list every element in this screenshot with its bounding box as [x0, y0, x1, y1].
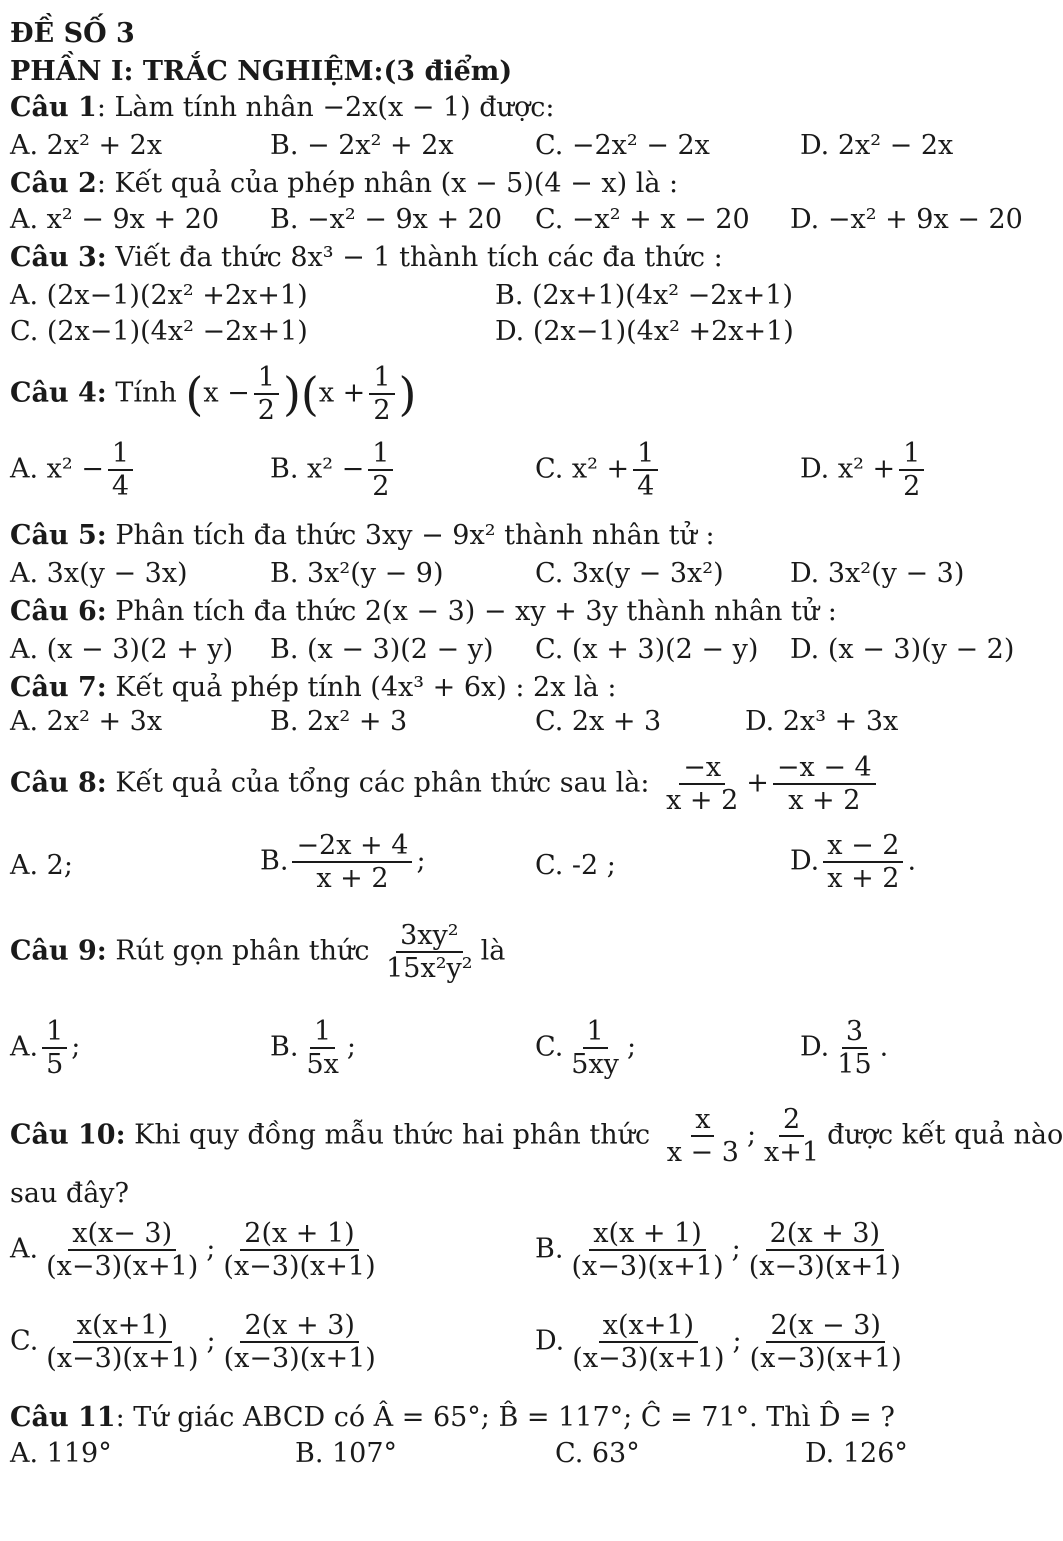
q1-option-a[interactable]: A. 2x² + 2x: [10, 130, 163, 161]
question-4-label: Câu 4:: [10, 377, 107, 409]
q5-option-a[interactable]: A. 3x(y − 3x): [10, 558, 188, 589]
q3-option-a[interactable]: A. (2x−1)(2x² +2x+1): [10, 280, 308, 311]
question-6: [10, 596, 837, 627]
question-7: [10, 672, 616, 703]
question-6-label: Câu 6:: [10, 596, 107, 627]
q4-expr-left: x −: [203, 377, 250, 409]
question-8-text: Kết quả của tổng các phân thức sau là:: [106, 767, 650, 799]
q1-option-d[interactable]: D. 2x² − 2x: [800, 130, 954, 161]
q11-option-b[interactable]: B. 107°: [295, 1438, 398, 1469]
question-11: [10, 1402, 895, 1433]
q3-option-c[interactable]: C. (2x−1)(4x² −2x+1): [10, 316, 308, 347]
q4-option-c[interactable]: C. x² + $\frac{1}{4}$: [535, 438, 662, 502]
q3-option-b[interactable]: B. (2x+1)(4x² −2x+1): [495, 280, 793, 311]
q7-option-d[interactable]: D. 2x³ + 3x: [745, 706, 899, 737]
q6-option-c[interactable]: C. (x + 3)(2 − y): [535, 634, 759, 665]
q2-option-c[interactable]: C. −x² + x − 20: [535, 204, 750, 235]
q5-option-b[interactable]: B. 3x²(y − 9): [270, 558, 444, 589]
q9-fraction: $\frac{\text{3xy²}}{\text{15x²y²}}$: [386, 920, 473, 985]
question-4: Câu 4: Tính (x − $\frac{1}{2}$ )(x + $\frac{1}{2}$ ): [10, 362, 417, 427]
question-8-label: Câu 8:: [10, 767, 107, 799]
q11-option-c[interactable]: C. 63°: [555, 1438, 640, 1469]
question-11-text: : Tứ giác ABCD có Â = 65°; B̂ = 117°; Ĉ = 71°. Thì D̂ = ?: [115, 1402, 895, 1433]
q6-option-b[interactable]: B. (x − 3)(2 − y): [270, 634, 494, 665]
question-8: Câu 8: Kết quả của tổng các phân thức sau là: $\frac{-x}{x + 2}$ + $\frac{-x - 4}{x + 2}$: [10, 752, 880, 816]
question-10-label: Câu 10:: [10, 1119, 126, 1151]
q8-option-c[interactable]: C. -2 ;: [535, 850, 616, 881]
q2-option-d[interactable]: D. −x² + 9x − 20: [790, 204, 1023, 235]
q10-option-c[interactable]: C. $\frac{x(x+1)}{(x-3)(x+1)}$ ; $\frac{2(x + 3)}{(x-3)(x+1)}$: [10, 1310, 376, 1375]
q2-option-b[interactable]: B. −x² − 9x + 20: [270, 204, 503, 235]
question-1-text: : Làm tính nhân −2x(x − 1) được:: [96, 92, 555, 123]
q9-option-c[interactable]: C. $\frac{1}{5xy}$ ;: [535, 1016, 637, 1081]
question-10: Câu 10: Khi quy đồng mẫu thức hai phân thức $\frac{x}{x - 3}$ ; $\frac{2}{x+1}$ được kết quả nào: [10, 1104, 1063, 1169]
question-10-line-2: sau đây?: [10, 1178, 130, 1209]
q10-option-a[interactable]: A. $\frac{x(x- 3)}{(x-3)(x+1)}$ ; $\frac{2(x + 1)}{(x-3)(x+1)}$: [10, 1218, 376, 1283]
q7-option-b[interactable]: B. 2x² + 3: [270, 706, 408, 737]
q9-option-d[interactable]: D. $\frac{3}{15}$ .: [800, 1016, 889, 1081]
q4-half-fraction-2: $\frac{1}{2}$: [369, 362, 394, 426]
q6-option-d[interactable]: D. (x − 3)(y − 2): [790, 634, 1015, 665]
question-1-label: Câu 1: [10, 92, 97, 123]
q8-option-d[interactable]: D. $\frac{x - 2}{x + 2}$ .: [790, 830, 917, 895]
q10-fraction-1: $\frac{x}{x - 3}$: [666, 1104, 739, 1169]
question-2: [10, 168, 678, 199]
question-9-label: Câu 9:: [10, 935, 107, 967]
section-title: PHẦN I: TRẮC NGHIỆM:(3 điểm): [10, 56, 513, 87]
q8-fraction-1: $\frac{-x}{x + 2}$: [666, 752, 739, 817]
question-4-text: Tính: [106, 377, 177, 409]
q5-option-c[interactable]: C. 3x(y − 3x²): [535, 558, 724, 589]
question-2-label: Câu 2: [10, 168, 97, 199]
q8-option-b[interactable]: B. $\frac{-2x + 4}{x + 2}$ ;: [260, 830, 426, 895]
q2-option-a[interactable]: A. x² − 9x + 20: [10, 204, 220, 235]
question-7-label: Câu 7:: [10, 672, 107, 703]
q1-option-b[interactable]: B. − 2x² + 2x: [270, 130, 454, 161]
q5-option-d[interactable]: D. 3x²(y − 3): [790, 558, 965, 589]
question-2-text: : Kết quả của phép nhân (x − 5)(4 − x) là :: [96, 168, 679, 199]
question-6-text: Phân tích đa thức 2(x − 3) − xy + 3y thành nhân tử :: [106, 596, 837, 627]
q4-half-fraction-1: $\frac{1}{2}$: [254, 362, 279, 426]
q4-expr-right: x +: [318, 377, 366, 409]
question-9-text: Rút gọn phân thức: [106, 935, 370, 967]
q4-option-b[interactable]: B. x² − $\frac{1}{2}$: [270, 438, 397, 502]
q9-option-b[interactable]: B. $\frac{1}{5x}$ ;: [270, 1016, 356, 1081]
q6-option-a[interactable]: A. (x − 3)(2 + y): [10, 634, 234, 665]
question-11-label: Câu 11: [10, 1402, 116, 1433]
q9-option-a[interactable]: A. $\frac{1}{5}$ ;: [10, 1016, 81, 1081]
q11-option-d[interactable]: D. 126°: [805, 1438, 908, 1469]
q10-fraction-2: $\frac{2}{x+1}$: [764, 1104, 820, 1169]
q8-fraction-2: $\frac{-x - 4}{x + 2}$: [773, 752, 876, 816]
q10-option-b[interactable]: B. $\frac{x(x + 1)}{(x-3)(x+1)}$ ; $\frac{2(x + 3)}{(x-3)(x+1)}$: [535, 1218, 901, 1283]
q3-option-d[interactable]: D. (2x−1)(4x² +2x+1): [495, 316, 794, 347]
q11-option-a[interactable]: A. 119°: [10, 1438, 112, 1469]
q7-option-c[interactable]: C. 2x + 3: [535, 706, 662, 737]
q10-option-d[interactable]: D. $\frac{x(x+1)}{(x-3)(x+1)}$ ; $\frac{2(x - 3)}{(x-3)(x+1)}$: [535, 1310, 902, 1375]
question-1: [10, 92, 554, 123]
q4-option-d[interactable]: D. x² + $\frac{1}{2}$: [800, 438, 928, 502]
exam-title: ĐỀ SỐ 3: [10, 18, 135, 49]
question-5-label: Câu 5:: [10, 520, 107, 551]
question-7-text: Kết quả phép tính (4x³ + 6x) : 2x là :: [106, 672, 617, 703]
question-3-label: Câu 3:: [10, 242, 107, 273]
q7-option-a[interactable]: A. 2x² + 3x: [10, 706, 163, 737]
q4-option-a[interactable]: A. x² − $\frac{1}{4}$: [10, 438, 137, 502]
q1-option-c[interactable]: C. −2x² − 2x: [535, 130, 710, 161]
q8-option-a[interactable]: A. 2;: [10, 850, 73, 881]
question-10-text: Khi quy đồng mẫu thức hai phân thức: [125, 1119, 651, 1151]
question-3-text: Viết đa thức 8x³ − 1 thành tích các đa thức :: [106, 242, 723, 273]
question-5: [10, 520, 715, 551]
question-9: Câu 9: Rút gọn phân thức $\frac{\text{3xy²}}{\text{15x²y²}}$ là: [10, 920, 506, 985]
question-5-text: Phân tích đa thức 3xy − 9x² thành nhân tử :: [106, 520, 715, 551]
question-3: [10, 242, 723, 273]
